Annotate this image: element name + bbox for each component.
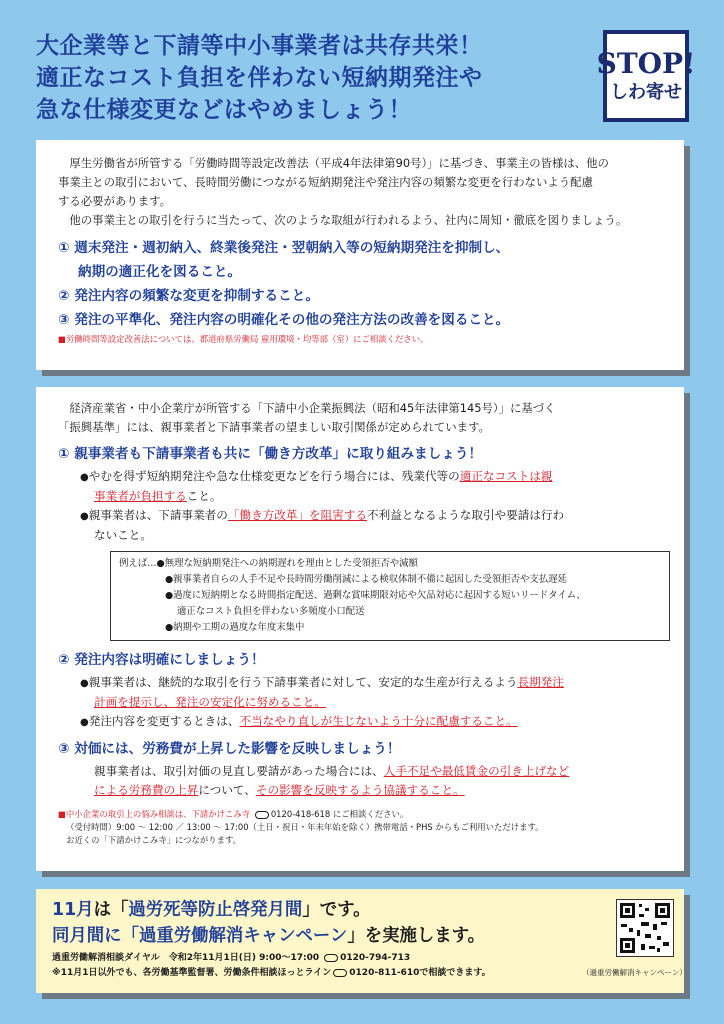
panel1-para1	[58, 154, 668, 211]
headline-line-1: 大企業等と下請等中小事業者は共存共栄！	[36, 33, 483, 59]
banner-line1-d: 」です。	[302, 900, 371, 920]
note-kakekomi-text: ■中小企業の取引上の悩み相談は、下請かけこみ寺	[58, 809, 251, 819]
section-3-body	[58, 762, 668, 800]
s1-b1-red2: 事業者が負担する	[94, 489, 187, 503]
banner-campaign-name: 過重労働解消キャンペーン	[138, 926, 348, 946]
example-row-3: ●過度に短納期となる時間指定配送、過剰な賞味期限対応や欠品対応に起因する短いリードタイム、	[165, 590, 586, 601]
stop-shiwayose-logo	[596, 30, 696, 122]
banner-line-1	[52, 897, 670, 923]
example-row-3-cont: 適正なコスト負担を伴わない多頻度小口配送	[177, 606, 365, 617]
banner-note-tail: で相談できます。	[419, 968, 491, 978]
section-1-bullet-1: ●やむを得ず短納期発注や急な仕様変更などを行う場合には、残業代等の適正なコストは親 事業者が負担すること。	[80, 469, 553, 503]
banner-dial	[52, 951, 670, 966]
banner-line1-b: は「	[93, 900, 129, 920]
panel1-para1-line3: する必要があります。	[58, 194, 171, 208]
panel1-para2: 他の事業主との取引を行うに当たって、次のような取組が行われるよう、社内に周知・徹底を図りましょう。	[69, 213, 628, 227]
example-box	[110, 551, 670, 641]
panel2-note-1	[58, 808, 668, 821]
panel1-item-3: ③ 発注の平準化、発注内容の明確化その他の発注方法の改善を図ること。	[58, 312, 510, 328]
mhlw-panel	[36, 140, 684, 370]
panel1-item-1-cont: 納期の適正化を図ること。	[78, 264, 242, 280]
free-dial-icon	[333, 969, 347, 977]
qr-code-icon	[617, 900, 673, 956]
panel2-intro-line2: 「振興基準」には、親事業者と下請事業者の望ましい取引関係が定められています。	[58, 420, 490, 434]
s3-red1: 人手不足や最低賃金の引き上げなど	[383, 764, 570, 778]
s3-mid: について、	[198, 783, 256, 797]
example-label: 例えば…	[119, 558, 157, 569]
meti-panel	[36, 387, 684, 871]
free-dial-icon	[324, 954, 338, 962]
section-3-heading: ③ 対価には、労務費が上昇した影響を反映しましょう！	[58, 741, 401, 757]
panel2-intro	[58, 399, 668, 437]
note-kakekomi-tail: にご相談ください。	[332, 809, 409, 819]
free-dial-icon	[255, 811, 269, 819]
s3-red2: による労務費の上昇	[94, 783, 199, 797]
s3-text: 親事業者は、取引対価の見直し要請があった場合には、	[94, 764, 384, 778]
s2-b1-red1: 長期発注	[517, 675, 564, 689]
s2-b2-text: 発注内容を変更するときは、	[88, 714, 240, 728]
banner-month-name: 過労死等防止啓発月間	[128, 900, 303, 920]
qr-code[interactable]	[616, 899, 674, 957]
banner-line2-c: 」を実施します。	[347, 926, 486, 946]
campaign-banner	[36, 889, 687, 993]
logo-sub-text: しわ寄せ	[610, 82, 682, 103]
s2-b2-red: 不当なやり直しが生じないよう十分に配慮すること。	[239, 714, 518, 728]
panel1-item-1: ① 週末発注・週初納入、終業後発注・翌朝納入等の短納期発注を抑制し、	[58, 240, 510, 256]
banner-month: 11月	[52, 900, 94, 920]
dial-phone: 0120-794-713	[340, 953, 411, 963]
panel2-note-3: お近くの「下請かけこみ寺」につながります。	[66, 835, 242, 845]
section-2-bullet-2: ●発注内容を変更するときは、不当なやり直しが生じないよう十分に配慮すること。	[80, 714, 518, 728]
example-row-4: ●納期や工期の過度な年度末集中	[165, 622, 305, 633]
dial-label: 過重労働解消相談ダイヤル 令和2年11月1日(日) 9:00〜17:00	[52, 953, 320, 963]
logo-stop-text: STOP!	[596, 47, 696, 80]
example-1: ●無理な短納期発注への納期遅れを理由とした受領拒否や減額	[156, 558, 418, 569]
s1-b2-text: 親事業者は、下請事業者の	[88, 508, 228, 522]
s1-b2-tail: 不利益となるような取引や要請は行わ	[367, 508, 565, 522]
headline-line-3: 急な仕様変更などはやめましょう！	[36, 97, 412, 123]
s1-b1-tail: こと。	[186, 489, 222, 503]
hotline-phone: 0120-811-610	[349, 968, 420, 978]
header-headline	[36, 30, 596, 126]
s1-b1-text: やむを得ず短納期発注や急な仕様変更などを行う場合には、残業代等の	[88, 469, 460, 483]
example-row-1	[119, 556, 661, 572]
s1-b2-red: 「働き方改革」を阻害する	[227, 508, 368, 522]
s2-b1-red2: 計画を提示し、発注の安定化に努めること。	[94, 695, 326, 709]
headline-line-2: 適正なコスト負担を伴わない短納期発注や	[36, 65, 483, 91]
s2-b1-text: 親事業者は、継続的な取引を行う下請事業者に対して、安定的な生産が行えるよう	[88, 675, 518, 689]
banner-note-text: ※11月1日以外でも、各労働基準監督署、労働条件相談ほっとライン	[52, 968, 332, 978]
s3-red3: その影響を反映するよう協議すること。	[255, 783, 465, 797]
panel1-para1-line2: 事業主との取引において、長時間労働につながる短納期発注や発注内容の頻繁な変更を行わないよう配慮	[58, 175, 593, 189]
banner-line-2	[52, 923, 670, 949]
section-1-heading: ① 親事業者も下請事業者も共に「働き方改革」に取り組みましょう！	[58, 446, 483, 462]
qr-caption: （過重労働解消キャンペーン）	[582, 968, 687, 977]
banner-line2-a: 同月間に「	[52, 926, 139, 946]
section-2-heading: ② 発注内容は明確にしましょう！	[58, 652, 265, 668]
section-1-bullet-2: ●親事業者は、下請事業者の「働き方改革」を阻害する不利益となるような取引や要請は行わ ないこと。	[80, 508, 565, 542]
s1-b1-red1: 適正なコストは親	[459, 469, 553, 483]
panel1-para1-line1: 厚生労働省が所管する「労働時間等設定改善法（平成4年法律第90号）」に基づき、事業主の皆様は、他の	[69, 156, 609, 170]
panel1-item-2: ② 発注内容の頻繁な変更を抑制すること。	[58, 288, 319, 304]
banner-note	[52, 966, 670, 981]
kakekomi-phone: 0120-418-618	[270, 809, 331, 819]
panel2-intro-line1: 経済産業省・中小企業庁が所管する「下請中小企業振興法（昭和45年法律第145号）」に基づく	[69, 401, 556, 415]
section-2-bullet-1: ●親事業者は、継続的な取引を行う下請事業者に対して、安定的な生産が行えるよう長期発注 計画を提示し、発注の安定化に努めること。	[80, 675, 564, 709]
panel2-note-2: （受付時間）9:00 〜 12:00 ／ 13:00 〜 17:00（土日・祝日・年末年始を除く）携帯電話・PHS からもご利用いただけます。	[66, 822, 544, 832]
s1-b2-tail2: ないこと。	[94, 528, 152, 542]
panel1-note: ■労働時間等設定改善法については、都道府県労働局 雇用環境・均等部（室）にご相談ください。	[58, 334, 429, 344]
example-row-2: ●親事業者自らの人手不足や長時間労働削減による検収体制不備に起因した受領拒否や支払遅延	[165, 574, 567, 585]
